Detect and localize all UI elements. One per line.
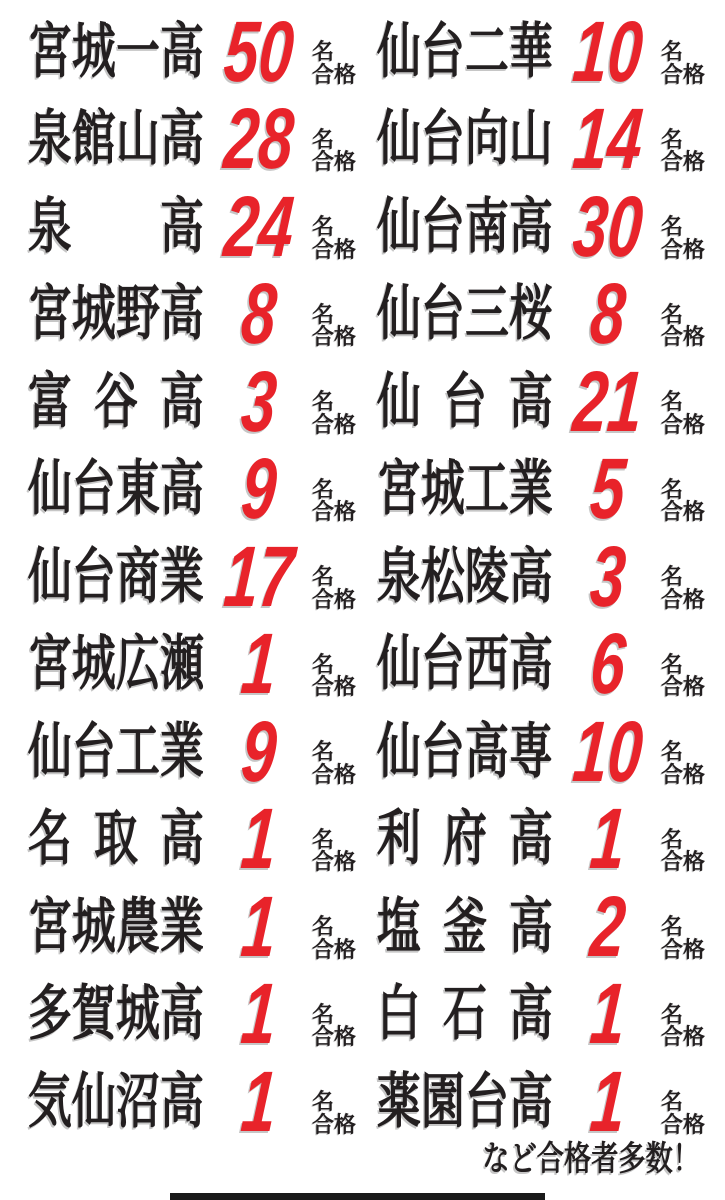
count-unit-bottom-label: 合格 (312, 936, 357, 962)
bottom-bar (170, 1193, 545, 1200)
pass-count: 10 (569, 703, 647, 800)
pass-count: 8 (238, 266, 280, 363)
pass-count: 1 (587, 966, 629, 1063)
count-unit-top-label: 名 (312, 214, 335, 240)
result-entry-right (362, 353, 724, 450)
unit-label (312, 391, 358, 436)
result-entry-left (0, 616, 362, 713)
count-unit-bottom-label: 合格 (661, 674, 706, 700)
school-name-box (377, 717, 553, 785)
school-name-box (28, 632, 204, 696)
school-name: 宮 城 農 業 (28, 892, 204, 960)
result-entry-right (362, 966, 724, 1063)
school-name: 泉 館 山 高 (28, 105, 204, 173)
school-name-box (377, 282, 553, 346)
pass-count: 3 (587, 528, 629, 625)
school-name: 泉 松 陵 高 (377, 542, 553, 610)
school-name-box (377, 982, 553, 1046)
count-unit-top-label: 名 (661, 1001, 684, 1027)
result-row (0, 178, 725, 275)
count-unit-bottom-label: 合格 (661, 61, 706, 87)
result-entry-right (362, 791, 724, 888)
count-unit-bottom-label: 合格 (661, 936, 706, 962)
unit-label (661, 41, 707, 86)
count-unit-bottom-label: 合格 (312, 1111, 357, 1137)
school-name-box (28, 892, 204, 960)
count-unit-top-label: 名 (312, 126, 335, 152)
unit-label (661, 741, 707, 786)
count-unit-bottom-label: 合格 (661, 761, 706, 787)
pass-count: 28 (220, 91, 298, 188)
count-unit-top-label: 名 (661, 214, 684, 240)
school-name-box (28, 542, 204, 610)
count-unit-bottom-label: 合格 (661, 1024, 706, 1050)
school-name: 仙 台 商 業 (28, 542, 204, 610)
count-unit-bottom-label: 合格 (661, 411, 706, 437)
result-entry-left (0, 878, 362, 975)
result-entry-right (362, 3, 724, 100)
unit-label (312, 826, 358, 875)
count-unit-bottom-label: 合格 (312, 849, 357, 875)
result-row (0, 528, 725, 625)
count-unit-bottom-label: 合格 (661, 1111, 706, 1137)
school-name: 仙 台 三 桜 (377, 280, 553, 348)
count-unit-bottom-label: 合格 (312, 149, 357, 175)
pass-count: 1 (238, 791, 280, 888)
result-row (0, 966, 725, 1063)
count-unit-top-label: 名 (312, 564, 335, 590)
pass-count: 21 (569, 353, 647, 450)
count-unit-top-label: 名 (312, 914, 335, 940)
count-unit-top-label: 名 (661, 739, 684, 765)
count-unit-top-label: 名 (661, 476, 684, 502)
unit-label (661, 916, 707, 961)
school-name-box (28, 717, 204, 785)
count-unit-bottom-label: 合格 (661, 499, 706, 525)
result-entry-left (0, 91, 362, 188)
pass-count: 9 (238, 441, 280, 538)
pass-count: 8 (587, 266, 629, 363)
pass-count: 3 (238, 353, 280, 450)
pass-count: 24 (220, 178, 298, 275)
count-unit-top-label: 名 (312, 39, 335, 65)
school-name-box (28, 107, 204, 171)
school-name-box (377, 107, 553, 171)
result-entry-left (0, 703, 362, 800)
result-entry-left (0, 528, 362, 625)
school-name: 宮 城 工 業 (377, 455, 553, 523)
count-unit-bottom-label: 合格 (312, 61, 357, 87)
count-unit-bottom-label: 合格 (661, 149, 706, 175)
result-entry-right (362, 441, 724, 538)
result-entry-left (0, 966, 362, 1063)
school-name: 泉 高 (28, 192, 204, 260)
unit-label (312, 126, 358, 175)
unit-label (312, 216, 358, 261)
school-name: 薬 園 台 高 (377, 1067, 553, 1135)
pass-count: 1 (238, 966, 280, 1063)
result-entry-left (0, 3, 362, 100)
count-unit-top-label: 名 (661, 1089, 684, 1115)
count-unit-top-label: 名 (312, 826, 335, 852)
unit-label (312, 566, 358, 611)
unit-label (312, 651, 358, 700)
school-name: 利 府 高 (377, 805, 553, 873)
result-row (0, 91, 725, 188)
unit-label (661, 126, 707, 175)
school-name-box (377, 892, 553, 960)
count-unit-bottom-label: 合格 (661, 236, 706, 262)
count-unit-top-label: 名 (312, 389, 335, 415)
count-unit-top-label: 名 (312, 476, 335, 502)
school-name: 宮 城 広 瀬 (28, 630, 204, 698)
count-unit-bottom-label: 合格 (312, 674, 357, 700)
result-row (0, 791, 725, 888)
pass-count: 17 (220, 528, 298, 625)
unit-label (312, 916, 358, 961)
pass-count: 14 (569, 91, 647, 188)
unit-label (661, 301, 707, 350)
school-name: 仙 台 向 山 (377, 105, 553, 173)
unit-label (312, 301, 358, 350)
school-name: 宮 城 一 高 (28, 17, 204, 85)
school-name-box (377, 542, 553, 610)
results-rows (0, 3, 725, 1150)
school-name-box (377, 367, 553, 435)
pass-count: 30 (569, 178, 647, 275)
count-unit-top-label: 名 (312, 739, 335, 765)
result-entry-right (362, 266, 724, 363)
school-name: 仙 台 南 高 (377, 192, 553, 260)
result-entry-left (0, 353, 362, 450)
count-unit-bottom-label: 合格 (312, 499, 357, 525)
unit-label (312, 1091, 358, 1136)
school-name: 塩 釜 高 (377, 892, 553, 960)
count-unit-top-label: 名 (312, 301, 335, 327)
unit-label (661, 216, 707, 261)
pass-count: 1 (238, 1053, 280, 1150)
result-entry-right (362, 616, 724, 713)
pass-count: 1 (587, 1053, 629, 1150)
school-name-box (377, 17, 553, 85)
count-unit-top-label: 名 (661, 564, 684, 590)
result-entry-right (362, 528, 724, 625)
school-name-box (28, 282, 204, 346)
school-name-box (377, 807, 553, 871)
school-name: 名 取 高 (28, 805, 204, 873)
unit-label (661, 566, 707, 611)
count-unit-top-label: 名 (661, 826, 684, 852)
result-entry-right (362, 878, 724, 975)
school-name: 宮 城 野 高 (28, 280, 204, 348)
pass-count: 5 (587, 441, 629, 538)
count-unit-bottom-label: 合格 (661, 324, 706, 350)
result-row (0, 3, 725, 100)
school-name: 多 賀 城 高 (28, 980, 204, 1048)
school-name-box (28, 457, 204, 521)
result-entry-left (0, 1053, 362, 1150)
school-name: 白 石 高 (377, 980, 553, 1048)
result-row (0, 441, 725, 538)
pass-count: 50 (220, 3, 298, 100)
school-name: 仙 台 高 専 (377, 717, 553, 785)
unit-label (312, 741, 358, 786)
count-unit-bottom-label: 合格 (661, 849, 706, 875)
pass-count: 9 (238, 703, 280, 800)
result-entry-left (0, 791, 362, 888)
school-name-box (377, 192, 553, 260)
count-unit-top-label: 名 (312, 1089, 335, 1115)
result-row (0, 616, 725, 713)
count-unit-bottom-label: 合格 (312, 324, 357, 350)
unit-label (661, 391, 707, 436)
footer-note: など合格者多数！ (482, 1140, 700, 1178)
school-name-box (28, 807, 204, 871)
school-name-box (28, 367, 204, 435)
count-unit-bottom-label: 合格 (312, 586, 357, 612)
pass-count: 2 (587, 878, 629, 975)
school-name-box (28, 1067, 204, 1135)
count-unit-bottom-label: 合格 (312, 1024, 357, 1050)
count-unit-top-label: 名 (661, 389, 684, 415)
count-unit-top-label: 名 (661, 126, 684, 152)
pass-count: 1 (238, 616, 280, 713)
result-entry-right (362, 703, 724, 800)
count-unit-top-label: 名 (661, 39, 684, 65)
result-row (0, 266, 725, 363)
count-unit-bottom-label: 合格 (312, 761, 357, 787)
school-name: 仙 台 東 高 (28, 455, 204, 523)
unit-label (312, 41, 358, 86)
school-name: 仙 台 西 高 (377, 630, 553, 698)
pass-count: 10 (569, 3, 647, 100)
unit-label (661, 651, 707, 700)
school-name-box (28, 17, 204, 85)
result-entry-left (0, 178, 362, 275)
school-name: 気 仙 沼 高 (28, 1067, 204, 1135)
pass-count: 1 (587, 791, 629, 888)
school-name-box (377, 632, 553, 696)
count-unit-top-label: 名 (661, 914, 684, 940)
count-unit-top-label: 名 (661, 301, 684, 327)
unit-label (312, 476, 358, 525)
result-entry-right (362, 178, 724, 275)
school-name-box (377, 1067, 553, 1135)
count-unit-bottom-label: 合格 (661, 586, 706, 612)
result-entry-left (0, 441, 362, 538)
result-row (0, 878, 725, 975)
unit-label (661, 1091, 707, 1136)
count-unit-bottom-label: 合格 (312, 411, 357, 437)
result-row (0, 703, 725, 800)
count-unit-top-label: 名 (661, 651, 684, 677)
school-name: 仙 台 工 業 (28, 717, 204, 785)
pass-count: 6 (587, 616, 629, 713)
count-unit-top-label: 名 (312, 1001, 335, 1027)
school-name: 仙 台 二 華 (377, 17, 553, 85)
unit-label (312, 1001, 358, 1050)
unit-label (661, 476, 707, 525)
count-unit-top-label: 名 (312, 651, 335, 677)
count-unit-bottom-label: 合格 (312, 236, 357, 262)
school-name-box (377, 457, 553, 521)
school-name-box (28, 982, 204, 1046)
school-name-box (28, 192, 204, 260)
result-entry-left (0, 266, 362, 363)
result-row (0, 353, 725, 450)
school-name: 富 谷 高 (28, 367, 204, 435)
result-entry-right (362, 91, 724, 188)
unit-label (661, 826, 707, 875)
school-name: 仙 台 高 (377, 367, 553, 435)
unit-label (661, 1001, 707, 1050)
pass-count: 1 (238, 878, 280, 975)
